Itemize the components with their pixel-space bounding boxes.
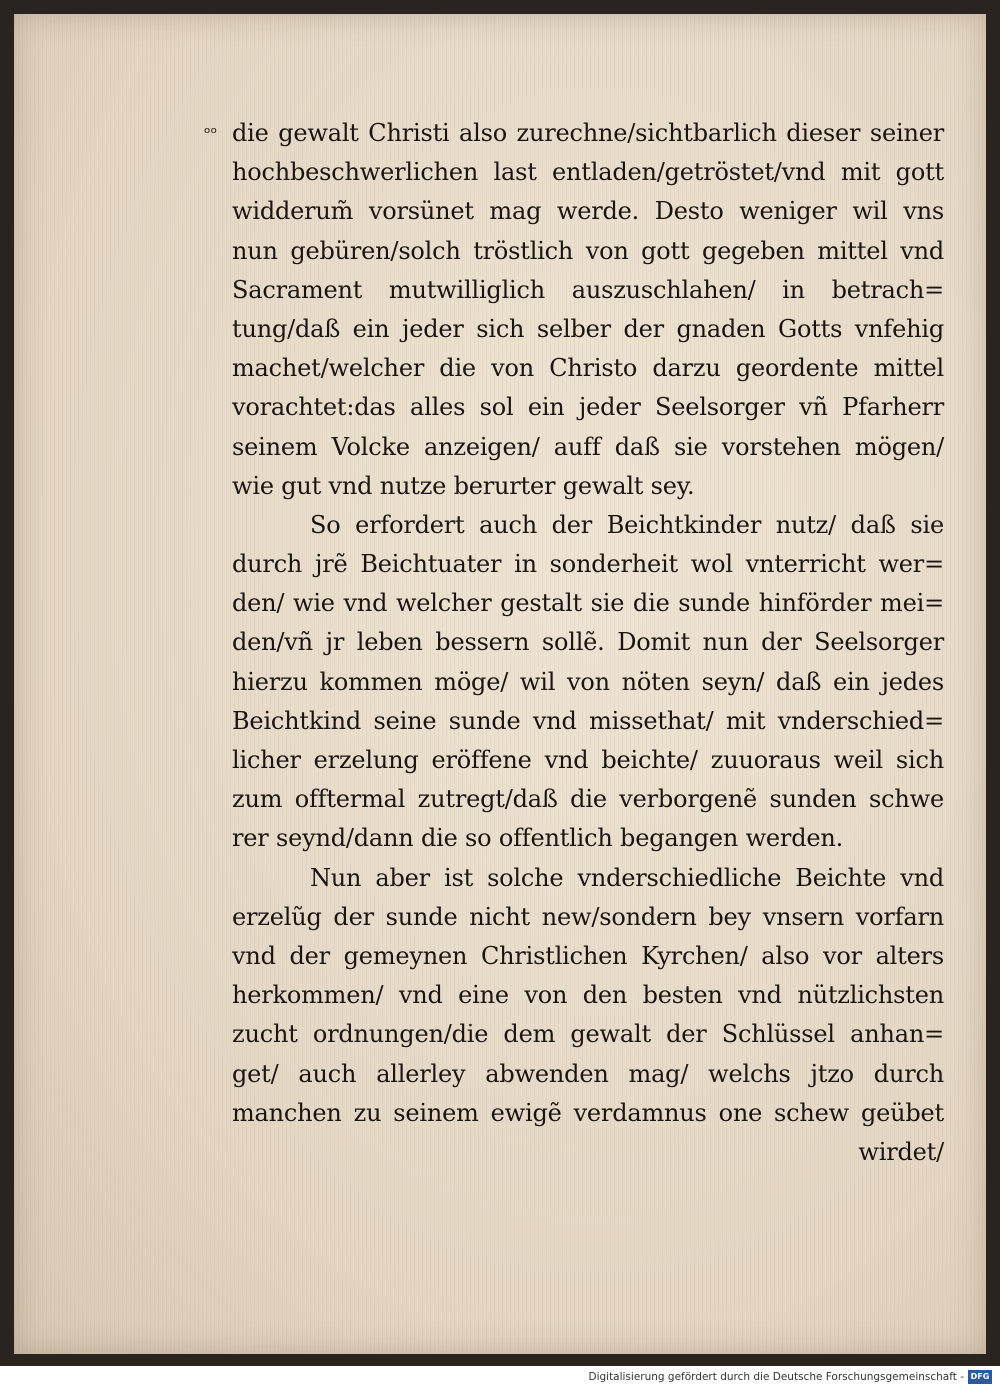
text-line: Sacrament mutwilliglich auszuschlahen/ in betrach= <box>232 275 944 304</box>
book-page <box>14 14 986 1354</box>
text-line: durch jrẽ Beichtuater in sonderheit wol vnterricht wer= <box>232 550 944 579</box>
text-line: Nun aber ist solche vnderschiedliche Beichte vnd <box>310 863 944 892</box>
text-line: tung/daß ein jeder sich selber der gnaden Gotts vnfehig <box>232 314 944 343</box>
text-line: rer seynd/dann die so offentlich begangen werden. <box>232 824 844 853</box>
text-line: hierzu kommen möge/ wil von nöten seyn/ daß ein jedes <box>232 667 944 696</box>
text-line: nun gebüren/solch tröstlich von gott gegeben mittel vnd <box>232 236 944 265</box>
text-line: zum offtermal zutregt/daß die verborgenẽ sunden schwe <box>232 785 944 814</box>
marginal-mark: ₒₒ <box>204 118 218 137</box>
text-line: seinem Volcke anzeigen/ auff daß sie vorstehen mögen/ <box>232 432 944 461</box>
text-line: wirdet/ <box>858 1137 944 1166</box>
text-line: licher erzelung eröffene vnd beichte/ zuuoraus weil sich <box>232 746 944 774</box>
text-line: zucht ordnungen/die dem gewalt der Schlüssel anhan= <box>232 1020 944 1049</box>
text-block <box>232 114 944 1172</box>
text-line: manchen zu seinem ewigẽ verdamnus one schew geübet <box>232 1098 944 1127</box>
footer-bar <box>0 1366 1000 1390</box>
footer-credit: Digitalisierung gefördert durch die Deutsche Forschungsgemeinschaft - <box>588 1371 964 1383</box>
text-line: erzelũg der sunde nicht new/sondern bey vnsern vorfarn <box>232 902 944 931</box>
text-line: widderum̃ vorsünet mag werde. Desto weniger wil vns <box>232 197 944 226</box>
text-line: wie gut vnd nutze berurter gewalt sey. <box>232 471 695 500</box>
text-line: Beichtkind seine sunde vnd missethat/ mit vnderschied= <box>232 706 944 735</box>
dfg-logo: DFG <box>968 1370 992 1384</box>
text-line: hochbeschwerlichen last entladen/getröstet/vnd mit gott <box>232 158 944 187</box>
text-line: die gewalt Christi also zurechne/sichtbarlich dieser seiner <box>232 119 944 147</box>
text-line: den/ wie vnd welcher gestalt sie die sunde hinförder mei= <box>232 589 944 618</box>
text-line: So erfordert auch der Beichtkinder nutz/ daß sie <box>310 510 944 539</box>
text-line: machet/welcher die von Christo darzu geordente mittel <box>232 354 944 383</box>
text-line: herkommen/ vnd eine von den besten vnd nützlichsten <box>232 981 944 1010</box>
text-line: den/vñ jr leben bessern sollẽ. Domit nun der Seelsorger <box>232 628 944 657</box>
text-line: vnd der gemeynen Christlichen Kyrchen/ also vor alters <box>232 941 944 970</box>
text-line: vorachtet:das alles sol ein jeder Seelsorger vñ Pfarherr <box>232 393 944 422</box>
text-line: get/ auch allerley abwenden mag/ welchs jtzo durch <box>232 1059 944 1088</box>
